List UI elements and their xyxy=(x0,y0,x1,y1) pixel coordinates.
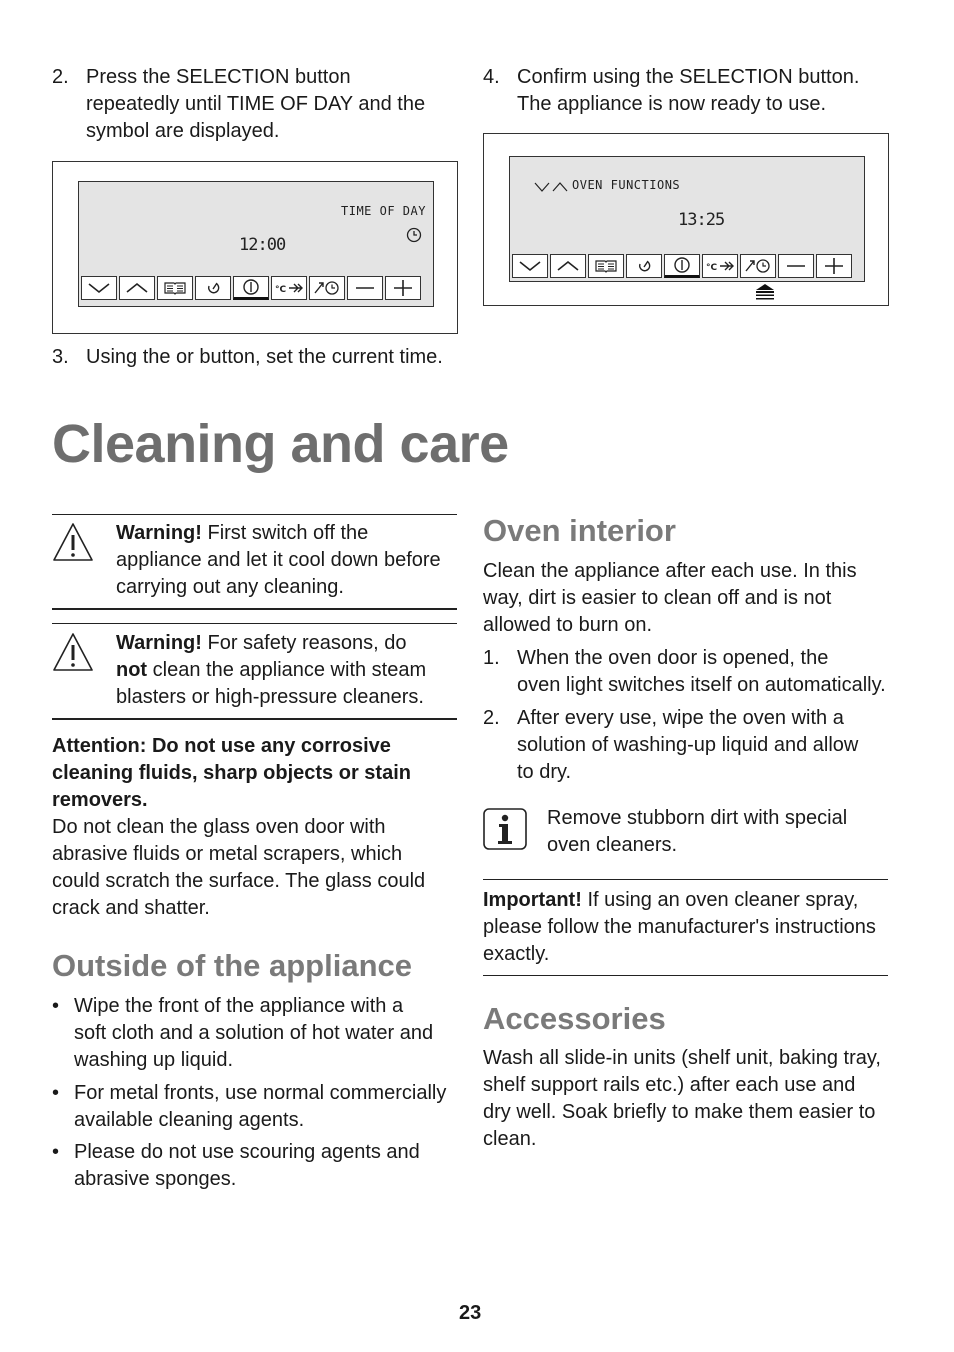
timer-icon xyxy=(204,280,222,296)
important-note: Important! If using an oven cleaner spray, please follow the manufacturer's instructions exactly. xyxy=(483,889,876,965)
divider xyxy=(52,608,457,610)
temperature-icon xyxy=(275,281,303,295)
display-label: TIME OF DAY xyxy=(341,204,426,218)
temperature-button[interactable] xyxy=(271,276,307,300)
lcd-display xyxy=(78,181,434,307)
divider xyxy=(483,975,888,976)
plus-icon xyxy=(823,257,845,275)
plus-button[interactable] xyxy=(385,276,421,300)
timer-button[interactable] xyxy=(626,254,662,278)
list-item: • For metal fronts, use normal commercially available cleaning agents. xyxy=(52,1082,447,1131)
chevron-up-icon xyxy=(125,281,149,295)
list-item: • Wipe the front of the appliance with a soft cloth and a solution of hot water and washing up liquid. xyxy=(52,995,434,1071)
list-item: 1. When the oven door is opened, the oven light switches itself on automatically. xyxy=(483,647,886,696)
minus-icon xyxy=(785,259,807,273)
divider xyxy=(52,718,457,720)
book-icon xyxy=(595,259,617,273)
chevron-down-icon xyxy=(518,259,542,273)
timer-icon xyxy=(635,258,653,274)
selection-button[interactable] xyxy=(233,276,269,300)
step-2: 2. Press the SELECTION button repeatedly until TIME OF DAY and the symbol are displayed. xyxy=(52,66,426,142)
selection-button[interactable] xyxy=(664,254,700,278)
panel-buttons xyxy=(81,276,421,300)
step-3: 3. Using the or button, set the current time. xyxy=(52,346,443,368)
chevron-up-icon xyxy=(556,259,580,273)
display-label: OVEN FUNCTIONS xyxy=(572,178,681,192)
divider xyxy=(52,623,457,624)
section-heading-outside: Outside of the appliance xyxy=(52,948,412,983)
divider xyxy=(483,879,888,880)
selection-icon xyxy=(673,256,691,274)
info-icon xyxy=(483,808,527,855)
chevron-indicator-icon xyxy=(534,180,570,198)
lcd-display xyxy=(509,156,865,282)
end-time-icon xyxy=(313,280,341,296)
page-title: Cleaning and care xyxy=(52,414,509,474)
section-heading-accessories: Accessories xyxy=(483,1001,666,1036)
panel-buttons xyxy=(512,254,852,278)
temperature-button[interactable] xyxy=(702,254,738,278)
warning-1: Warning! First switch off the appliance and let it cool down before carrying out any cleaning. xyxy=(116,522,441,598)
attention-note: Attention: Do not use any corrosive cleaning fluids, sharp objects or stain removers. Do not clean the glass oven door with abrasive fluids or metal scrapers, which could scratch the surface. The glass could crack and shatter. xyxy=(52,735,426,919)
down-button[interactable] xyxy=(512,254,548,278)
end-time-icon xyxy=(744,258,772,274)
down-button[interactable] xyxy=(81,276,117,300)
clock-icon xyxy=(406,227,422,248)
minus-button[interactable] xyxy=(347,276,383,300)
svg-text:°C: °C xyxy=(275,285,287,295)
plus-button[interactable] xyxy=(816,254,852,278)
svg-text:°C: °C xyxy=(706,263,718,273)
minus-button[interactable] xyxy=(778,254,814,278)
timer-button[interactable] xyxy=(195,276,231,300)
minus-icon xyxy=(354,281,376,295)
book-icon xyxy=(164,281,186,295)
up-button[interactable] xyxy=(550,254,586,278)
recipe-button[interactable] xyxy=(588,254,624,278)
oven-interior-intro: Clean the appliance after each use. In this way, dirt is easier to clean off and is not allowed to burn on. xyxy=(483,560,857,636)
divider xyxy=(52,514,457,515)
display-time: 13:25 xyxy=(678,210,725,230)
page-number: 23 xyxy=(459,1302,482,1324)
info-note: Remove stubborn dirt with special oven cleaners. xyxy=(547,807,848,856)
list-item: • Please do not use scouring agents and abrasive sponges. xyxy=(52,1141,420,1190)
warning-triangle-icon xyxy=(52,632,94,677)
step-4: 4. Confirm using the SELECTION button. The appliance is now ready to use. xyxy=(483,66,860,115)
warning-triangle-icon xyxy=(52,522,94,567)
control-panel-time-of-day xyxy=(52,161,458,334)
list-item: 2. After every use, wipe the oven with a solution of washing-up liquid and allow to dry. xyxy=(483,707,859,783)
temperature-icon xyxy=(706,259,734,273)
chevron-down-icon xyxy=(87,281,111,295)
section-heading-oven-interior: Oven interior xyxy=(483,513,676,548)
accessories-text: Wash all slide-in units (shelf unit, baking tray, shelf support rails etc.) after each use and dry well. Soak briefly to make them easier to clean. xyxy=(483,1047,881,1150)
control-panel-oven-functions xyxy=(483,133,889,306)
display-time: 12:00 xyxy=(239,235,286,255)
oven-function-indicator-icon xyxy=(752,282,778,307)
selection-icon xyxy=(242,278,260,296)
warning-2: Warning! For safety reasons, do not clean the appliance with steam blasters or high-pressure cleaners. xyxy=(116,632,427,708)
plus-icon xyxy=(392,279,414,297)
end-time-button[interactable] xyxy=(740,254,776,278)
up-button[interactable] xyxy=(119,276,155,300)
recipe-button[interactable] xyxy=(157,276,193,300)
end-time-button[interactable] xyxy=(309,276,345,300)
